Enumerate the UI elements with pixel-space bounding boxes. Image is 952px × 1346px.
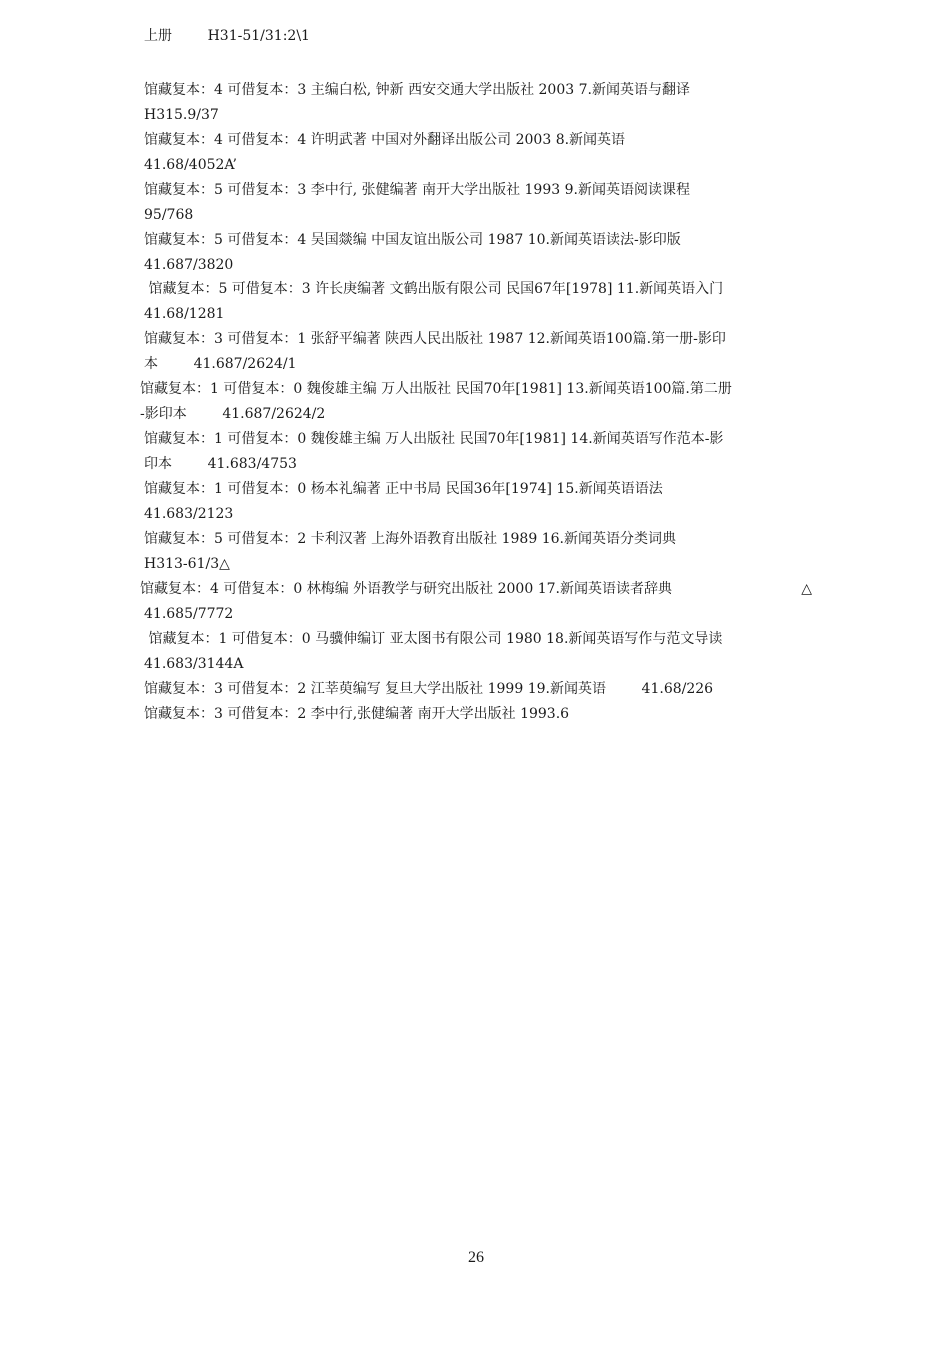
catalog-line: 馆藏复本：1 可借复本：0 魏俊雄主编 万人出版社 民国70年[1981] 13.新闻英语100篇.第二册 [140,381,732,397]
catalog-line: 馆藏复本：5 可借复本：3 李中行, 张健编著 南开大学出版社 1993 9.新闻英语阅读课程 [144,182,690,198]
catalog-line: 41.687/3820 [144,257,234,273]
catalog-line: 41.685/7772 [144,606,234,622]
catalog-line: 上册 H31-51/31:2\1 [144,28,310,44]
catalog-line: 41.68/4052A’ [144,157,237,173]
page-number: 26 [468,1249,484,1266]
catalog-line: 馆藏复本：3 可借复本：1 张舒平编著 陕西人民出版社 1987 12.新闻英语100篇.第一册-影印 [144,331,726,347]
catalog-line: 馆藏复本：1 可借复本：0 马骥伸编订 亚太图书有限公司 1980 18.新闻英语写作与范文导读 [144,631,723,647]
catalog-line: 馆藏复本：3 可借复本：2 李中行,张健编著 南开大学出版社 1993.6 [144,706,570,722]
triangle-marker: △ [801,581,812,597]
catalog-line: 41.683/2123 [144,506,234,522]
catalog-line: 馆藏复本：5 可借复本：3 许长庚编著 文鹤出版有限公司 民国67年[1978] 11.新闻英语入门 [144,281,724,297]
catalog-line: 馆藏复本：5 可借复本：4 吴国燚编 中国友谊出版公司 1987 10.新闻英语读法-影印版 [144,232,681,248]
catalog-line: H315.9/37 [144,107,219,123]
catalog-line: 馆藏复本：1 可借复本：0 杨本礼编著 正中书局 民国36年[1974] 15.新闻英语语法 [144,481,663,497]
catalog-line: 馆藏复本：1 可借复本：0 魏俊雄主编 万人出版社 民国70年[1981] 14.新闻英语写作范本-影 [144,431,724,447]
catalog-line: 95/768 [144,207,194,223]
catalog-line: 41.68/1281 [144,306,225,322]
catalog-line: 馆藏复本：3 可借复本：2 江莘萸编写 复旦大学出版社 1999 19.新闻英语 41.68/226 [144,681,714,697]
catalog-line: 本 41.687/2624/1 [144,356,297,372]
catalog-line: 馆藏复本：4 可借复本：0 林梅编 外语教学与研究出版社 2000 17.新闻英语读者辞典 [140,581,672,597]
catalog-line: 馆藏复本：4 可借复本：3 主编白松, 钟新 西安交通大学出版社 2003 7.新闻英语与翻译 [144,82,690,98]
catalog-line: H313-61/3△ [144,556,230,572]
catalog-line: 馆藏复本：4 可借复本：4 许明武著 中国对外翻译出版公司 2003 8.新闻英语 [144,132,626,148]
catalog-line: 41.683/3144A [144,656,244,672]
catalog-line: 馆藏复本：5 可借复本：2 卡利汉著 上海外语教育出版社 1989 16.新闻英语分类词典 [144,531,676,547]
catalog-line: -影印本 41.687/2624/2 [140,406,326,422]
catalog-line: 印本 41.683/4753 [144,456,297,472]
